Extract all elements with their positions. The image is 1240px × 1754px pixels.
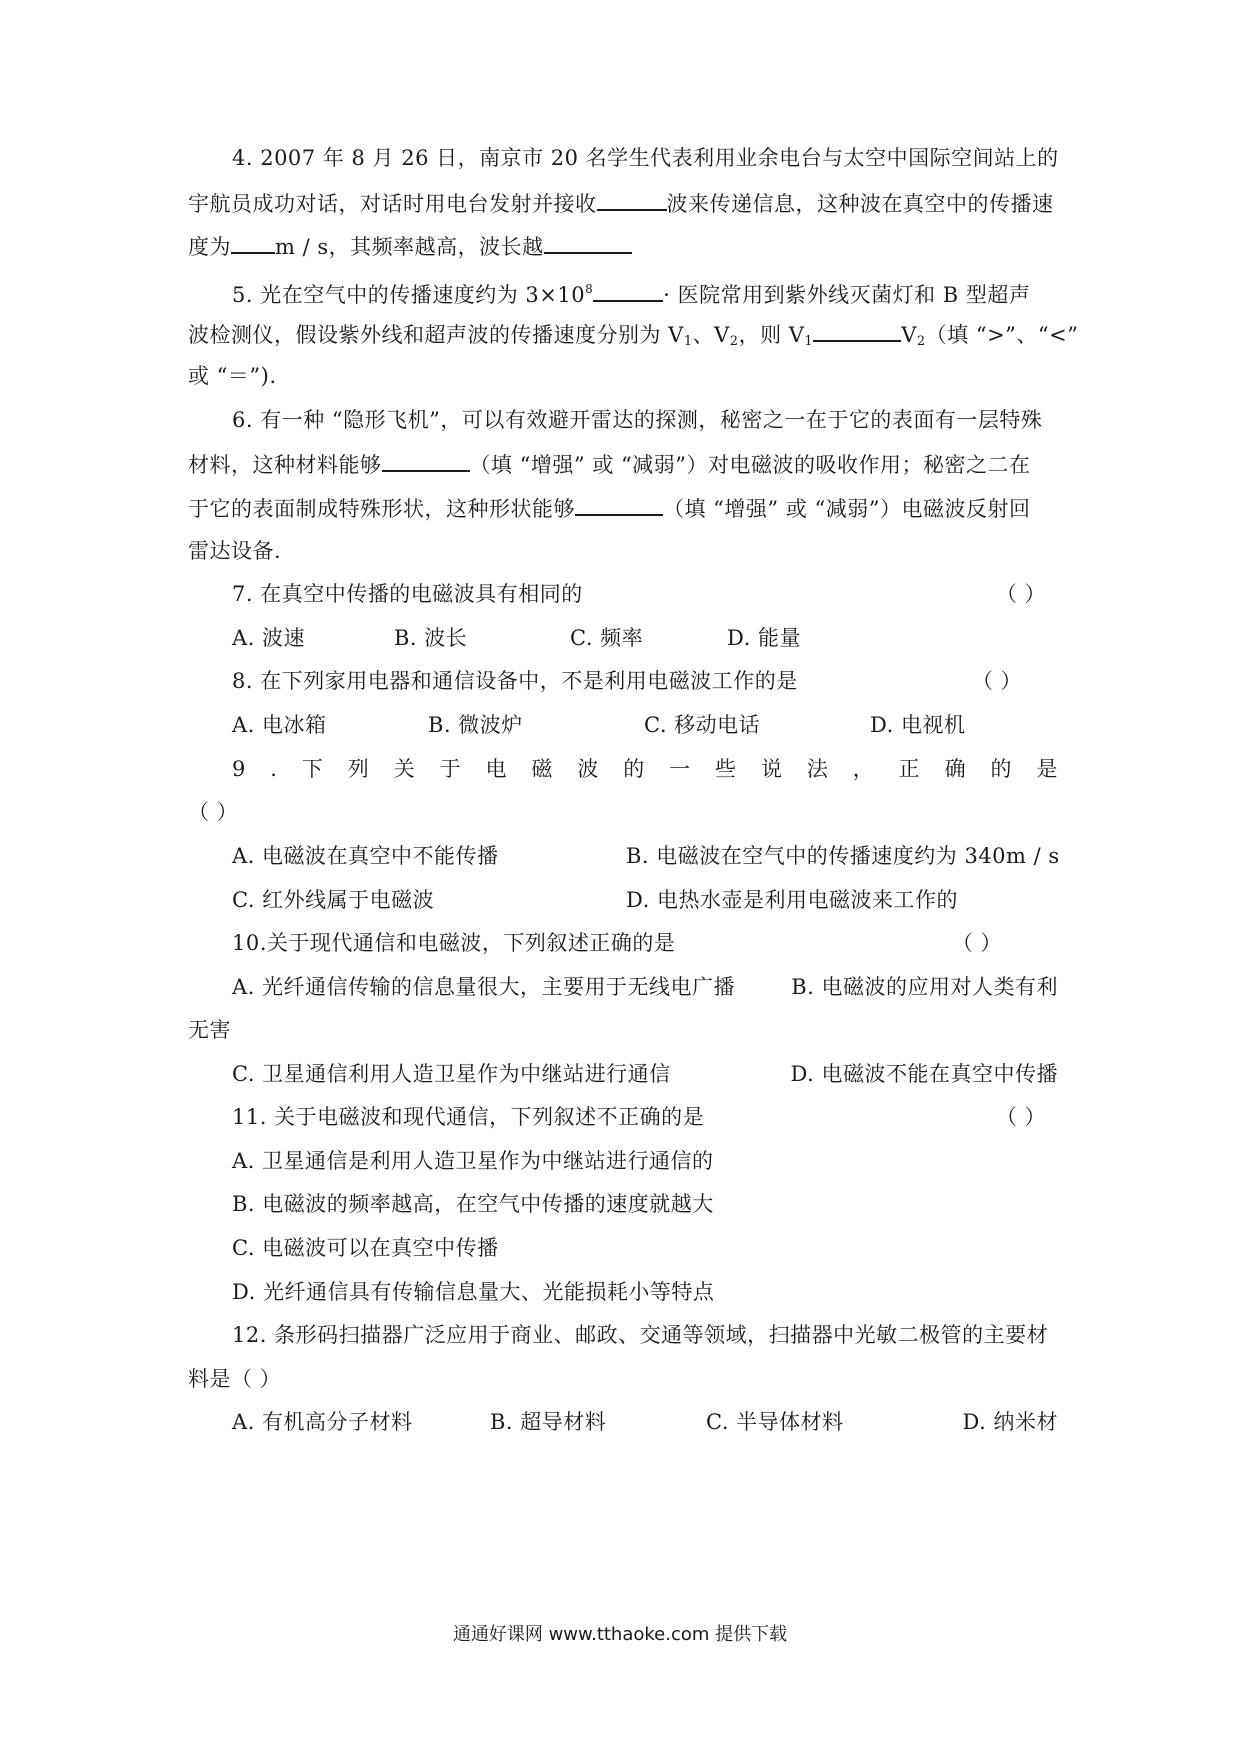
q5-text: 、V [692, 323, 730, 347]
q9-stem-char: 电 [485, 757, 507, 781]
answer-paren: （ ） [995, 1105, 1046, 1129]
option-b: B. 超导材料 [490, 1410, 607, 1434]
q9-stem-char: . [270, 757, 278, 781]
q9-stem-char: 说 [760, 757, 783, 781]
option-d: D. 电视机 [870, 713, 966, 737]
q9-stem-char: 的 [990, 757, 1012, 781]
q9-stem-char: 列 [347, 757, 370, 781]
q8-stem-line [232, 666, 1058, 696]
option-c: C. 频率 [570, 626, 644, 650]
answer-blank [597, 187, 667, 211]
q9-stem-char: 下 [301, 757, 324, 781]
q6-line-4: 雷达设备. [188, 539, 282, 563]
q8-stem: 8. 在下列家用电器和通信设备中，不是利用电磁波工作的是 [232, 669, 798, 693]
answer-blank [813, 318, 901, 342]
q7-stem: 7. 在真空中传播的电磁波具有相同的 [232, 582, 583, 606]
option-b: B. 电磁波的频率越高，在空气中传播的速度就越大 [232, 1192, 714, 1216]
q6-text: 材料，这种材料能够 [188, 453, 382, 477]
q9-stem-char: 磁 [531, 757, 553, 781]
option-a: A. 波速 [232, 626, 306, 650]
option-a: A. 电冰箱 [232, 713, 327, 737]
q6-line-3 [188, 492, 1058, 524]
q9-stem-char: 关 [393, 757, 416, 781]
q12-line-1: 12. 条形码扫描器广泛应用于商业、邮政、交通等领域，扫描器中光敏二极管的主要材 [232, 1323, 1049, 1347]
option-c: C. 移动电话 [644, 713, 761, 737]
q9-paren-line [188, 797, 1058, 827]
q4-line-1: 4. 2007 年 8 月 26 日，南京市 20 名学生代表利用业余电台与太空中国际空间站上的 [232, 146, 1059, 170]
q6-text: 于它的表面制成特殊形状，这种形状能够 [188, 497, 575, 521]
q4-text: 宇航员成功对话，对话时用电台发射并接收 [188, 192, 597, 216]
q9-stem-char: 波 [577, 757, 599, 781]
q11-stem: 11. 关于电磁波和现代通信，下列叙述不正确的是 [232, 1105, 705, 1129]
q4-line-2 [188, 187, 1058, 219]
option-b: B. 电磁波在空气中的传播速度约为 340m / s [626, 844, 1060, 868]
q4-text: 波来传递信息，这种波在真空中的传播速 [666, 192, 1054, 216]
q9-stem-char: 于 [439, 757, 462, 781]
q4-text: m / s，其频率越高，波长越 [275, 235, 544, 259]
option-d: D. 电热水壶是利用电磁波来工作的 [626, 888, 958, 912]
q10-stem: 10.关于现代通信和电磁波，下列叙述正确的是 [232, 931, 676, 955]
option-c: C. 电磁波可以在真空中传播 [232, 1236, 499, 1260]
q5-exponent: 8 [585, 282, 594, 296]
q5-subscript: 1 [804, 334, 814, 349]
q5-text: · 医院常用到紫外线灭菌灯和 B 型超声 [663, 283, 1031, 307]
q6-text: （填 “增强” 或 “减弱”）电磁波反射回 [663, 497, 1031, 521]
q9-stem-char: 些 [715, 757, 737, 781]
q9-stem-char: 的 [623, 757, 645, 781]
option-d: D. 电磁波不能在真空中传播 [790, 1062, 1058, 1086]
q12-line-2: 料是（ ） [188, 1367, 282, 1391]
q9-stem-char: 9 [232, 757, 246, 781]
option-d: D. 光纤通信具有传输信息量大、光能损耗小等特点 [232, 1280, 715, 1304]
answer-paren: （ ） [971, 669, 1022, 693]
answer-paren: （ ） [951, 931, 1002, 955]
option-a: A. 光纤通信传输的信息量很大，主要用于无线电广播 [232, 975, 736, 999]
option-c: C. 卫星通信利用人造卫星作为中继站进行通信 [232, 1062, 671, 1086]
q9-stem [232, 754, 1058, 784]
option-d: D. 纳米材 [962, 1410, 1058, 1434]
q5-subscript: 2 [916, 334, 926, 349]
q10-option-b-continued: 无害 [188, 1018, 231, 1042]
answer-blank [544, 230, 632, 254]
answer-blank [382, 448, 470, 472]
q9-stem-char: 一 [669, 757, 691, 781]
option-c: C. 红外线属于电磁波 [232, 888, 435, 912]
answer-blank [593, 278, 663, 302]
q6-line-2 [188, 448, 1058, 480]
q9-stem-char: ， [852, 757, 875, 781]
answer-blank [231, 230, 275, 254]
q5-text: （填 “>”、“<” [925, 323, 1079, 347]
q6-text: （填 “增强” 或 “减弱”）对电磁波的吸收作用；秘密之二在 [469, 453, 1031, 477]
option-a: A. 电磁波在真空中不能传播 [232, 844, 499, 868]
q9-stem-char: 确 [944, 757, 967, 781]
q9-stem-char: 是 [1036, 757, 1058, 781]
option-d: D. 能量 [727, 626, 801, 650]
option-b: B. 电磁波的应用对人类有利 [791, 975, 1058, 999]
q10-stem-line [232, 928, 1058, 958]
q5-line-3: 或 “＝”). [188, 364, 277, 388]
answer-paren: （ ） [995, 582, 1046, 606]
q4-text: 度为 [188, 235, 231, 259]
q5-text: ，则 V [738, 323, 805, 347]
q5-line-2 [188, 318, 1079, 357]
answer-blank [575, 492, 663, 516]
q6-line-1: 6. 有一种 “隐形飞机”，可以有效避开雷达的探测，秘密之一在于它的表面有一层特殊 [232, 408, 1043, 432]
page-footer: 通通好课网 www.tthaoke.com 提供下载 [452, 1624, 788, 1645]
q9-stem-char: 法 [806, 757, 829, 781]
q5-subscript: 1 [683, 334, 693, 349]
q4-line-3 [188, 230, 1058, 262]
q5-line-1 [232, 274, 1058, 310]
q5-subscript: 2 [729, 334, 739, 349]
q5-text: V [901, 323, 917, 347]
q9-stem-line [232, 754, 1058, 784]
q5-text: 5. 光在空气中的传播速度约为 3×10 [232, 283, 586, 307]
q7-stem-line [232, 579, 1058, 609]
option-a: A. 卫星通信是利用人造卫星作为中继站进行通信的 [232, 1149, 714, 1173]
option-b: B. 微波炉 [428, 713, 523, 737]
option-c: C. 半导体材料 [706, 1410, 844, 1434]
option-a: A. 有机高分子材料 [232, 1410, 413, 1434]
q9-stem-char: 正 [898, 757, 921, 781]
q5-text: 波检测仪，假设紫外线和超声波的传播速度分别为 V [188, 323, 684, 347]
q11-stem-line [232, 1102, 1058, 1132]
answer-paren: （ ） [188, 800, 239, 824]
option-b: B. 波长 [394, 626, 468, 650]
